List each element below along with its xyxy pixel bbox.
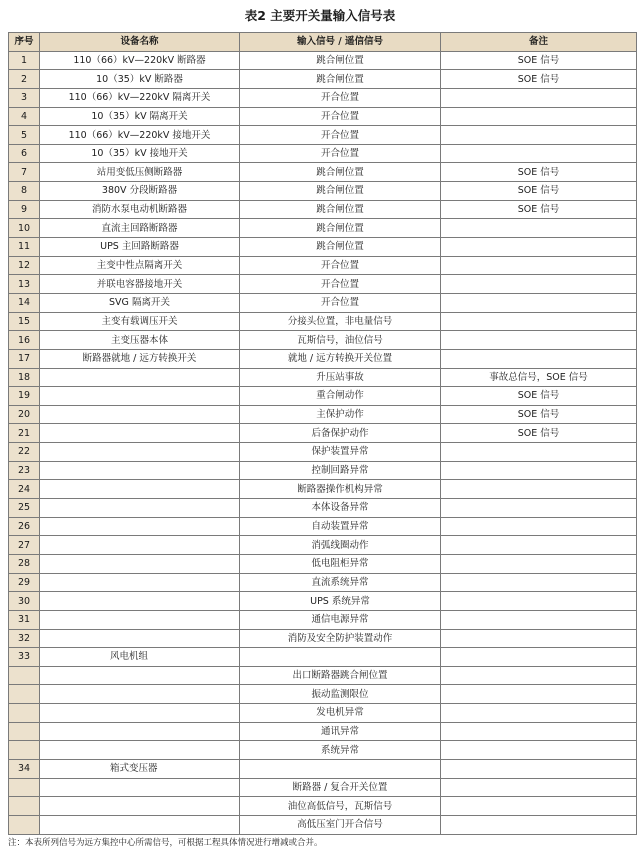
cell-signal: 振动监测限位 <box>240 685 441 704</box>
cell-note: SOE 信号 <box>441 200 637 219</box>
table-row <box>9 592 637 611</box>
table-row <box>9 200 637 219</box>
cell-num: 2 <box>9 70 40 89</box>
cell-num: 34 <box>9 759 40 778</box>
cell-name <box>40 629 240 648</box>
cell-num: 3 <box>9 88 40 107</box>
header-name: 设备名称 <box>40 33 240 52</box>
cell-name <box>40 387 240 406</box>
table-row <box>9 424 637 443</box>
table-row <box>9 88 637 107</box>
cell-name <box>40 610 240 629</box>
cell-note <box>441 126 637 145</box>
signal-table <box>8 32 637 835</box>
cell-signal: 出口断路器跳合闸位置 <box>240 666 441 685</box>
table-row <box>9 517 637 536</box>
cell-name <box>40 741 240 760</box>
table-row <box>9 536 637 555</box>
cell-signal: 断路器 / 复合开关位置 <box>240 778 441 797</box>
cell-name: 110（66）kV—220kV 断路器 <box>40 51 240 70</box>
cell-name: 10（35）kV 隔离开关 <box>40 107 240 126</box>
cell-num: 19 <box>9 387 40 406</box>
table-row <box>9 126 637 145</box>
cell-note <box>441 144 637 163</box>
cell-signal: 开合位置 <box>240 126 441 145</box>
cell-note <box>441 629 637 648</box>
cell-num: 25 <box>9 499 40 518</box>
cell-num: 11 <box>9 238 40 257</box>
cell-signal: 通讯异常 <box>240 722 441 741</box>
cell-num: 4 <box>9 107 40 126</box>
cell-name <box>40 368 240 387</box>
cell-name <box>40 424 240 443</box>
cell-num: 21 <box>9 424 40 443</box>
cell-name: 消防水泵电动机断路器 <box>40 200 240 219</box>
cell-signal: 消防及安全防护装置动作 <box>240 629 441 648</box>
table-row <box>9 238 637 257</box>
cell-note <box>441 536 637 555</box>
cell-note <box>441 648 637 667</box>
header-note: 备注 <box>441 33 637 52</box>
cell-num: 26 <box>9 517 40 536</box>
table-row <box>9 666 637 685</box>
cell-name <box>40 461 240 480</box>
cell-num: 20 <box>9 405 40 424</box>
table-row <box>9 368 637 387</box>
cell-num <box>9 778 40 797</box>
cell-name: 断路器就地 / 远方转换开关 <box>40 349 240 368</box>
cell-signal: UPS 系统异常 <box>240 592 441 611</box>
cell-num: 15 <box>9 312 40 331</box>
cell-num: 7 <box>9 163 40 182</box>
cell-num: 10 <box>9 219 40 238</box>
cell-name: UPS 主回路断路器 <box>40 238 240 257</box>
cell-note <box>441 480 637 499</box>
cell-note <box>441 797 637 816</box>
cell-name <box>40 778 240 797</box>
table-row <box>9 499 637 518</box>
cell-note <box>441 722 637 741</box>
cell-signal: 跳合闸位置 <box>240 70 441 89</box>
cell-note <box>441 610 637 629</box>
cell-name: 主变有载调压开关 <box>40 312 240 331</box>
cell-name <box>40 573 240 592</box>
cell-name <box>40 592 240 611</box>
cell-note: SOE 信号 <box>441 182 637 201</box>
cell-num: 13 <box>9 275 40 294</box>
cell-name <box>40 722 240 741</box>
table-row <box>9 554 637 573</box>
cell-note <box>441 815 637 834</box>
cell-signal: 低电阻柜异常 <box>240 554 441 573</box>
cell-name <box>40 554 240 573</box>
cell-note <box>441 666 637 685</box>
cell-signal: 跳合闸位置 <box>240 200 441 219</box>
cell-num <box>9 704 40 723</box>
cell-signal: 主保护动作 <box>240 405 441 424</box>
table-row <box>9 275 637 294</box>
table-row <box>9 144 637 163</box>
cell-signal <box>240 648 441 667</box>
cell-note <box>441 88 637 107</box>
cell-signal: 发电机异常 <box>240 704 441 723</box>
cell-note <box>441 461 637 480</box>
cell-num: 27 <box>9 536 40 555</box>
cell-note <box>441 499 637 518</box>
table-row <box>9 163 637 182</box>
cell-num: 6 <box>9 144 40 163</box>
cell-signal: 保护装置异常 <box>240 443 441 462</box>
cell-signal: 升压站事故 <box>240 368 441 387</box>
cell-num: 17 <box>9 349 40 368</box>
table-row <box>9 629 637 648</box>
table-row <box>9 480 637 499</box>
cell-signal: 断路器操作机构异常 <box>240 480 441 499</box>
table-body <box>9 51 637 834</box>
cell-note: 事故总信号，SOE 信号 <box>441 368 637 387</box>
table-row <box>9 331 637 350</box>
table-row <box>9 722 637 741</box>
table-row <box>9 349 637 368</box>
cell-signal: 后备保护动作 <box>240 424 441 443</box>
cell-note <box>441 685 637 704</box>
cell-note <box>441 704 637 723</box>
table-row <box>9 70 637 89</box>
cell-note <box>441 219 637 238</box>
cell-name <box>40 499 240 518</box>
cell-signal: 控制回路异常 <box>240 461 441 480</box>
cell-note <box>441 778 637 797</box>
table-header-row <box>9 33 637 52</box>
cell-signal: 开合位置 <box>240 88 441 107</box>
cell-signal: 系统异常 <box>240 741 441 760</box>
cell-name <box>40 443 240 462</box>
cell-note <box>441 293 637 312</box>
cell-note <box>441 573 637 592</box>
cell-note <box>441 517 637 536</box>
cell-signal: 开合位置 <box>240 256 441 275</box>
cell-signal: 自动装置异常 <box>240 517 441 536</box>
table-row <box>9 815 637 834</box>
cell-note: SOE 信号 <box>441 51 637 70</box>
cell-note <box>441 238 637 257</box>
table-row <box>9 405 637 424</box>
cell-signal: 跳合闸位置 <box>240 51 441 70</box>
cell-note <box>441 312 637 331</box>
cell-note <box>441 554 637 573</box>
table-row <box>9 256 637 275</box>
cell-note <box>441 759 637 778</box>
table-title: 表2 主要开关量输入信号表 <box>244 8 396 23</box>
cell-name: 110（66）kV—220kV 隔离开关 <box>40 88 240 107</box>
cell-num: 18 <box>9 368 40 387</box>
cell-signal: 开合位置 <box>240 275 441 294</box>
cell-signal: 重合闸动作 <box>240 387 441 406</box>
cell-name <box>40 704 240 723</box>
cell-num: 31 <box>9 610 40 629</box>
cell-name: 10（35）kV 接地开关 <box>40 144 240 163</box>
table-row <box>9 107 637 126</box>
cell-note <box>441 107 637 126</box>
cell-note <box>441 349 637 368</box>
cell-name <box>40 797 240 816</box>
cell-note <box>441 331 637 350</box>
table-row <box>9 685 637 704</box>
table-row <box>9 573 637 592</box>
cell-num: 28 <box>9 554 40 573</box>
cell-name: 站用变低压侧断路器 <box>40 163 240 182</box>
cell-name: 主变压器本体 <box>40 331 240 350</box>
cell-num <box>9 722 40 741</box>
header-signal: 输入信号 / 遥信信号 <box>240 33 441 52</box>
table-row <box>9 797 637 816</box>
cell-signal: 开合位置 <box>240 107 441 126</box>
table-row <box>9 741 637 760</box>
cell-num: 16 <box>9 331 40 350</box>
cell-note: SOE 信号 <box>441 163 637 182</box>
cell-num: 8 <box>9 182 40 201</box>
cell-signal: 跳合闸位置 <box>240 219 441 238</box>
table-row <box>9 610 637 629</box>
table-row <box>9 219 637 238</box>
cell-signal: 跳合闸位置 <box>240 163 441 182</box>
cell-signal: 跳合闸位置 <box>240 238 441 257</box>
table-row <box>9 51 637 70</box>
cell-signal: 开合位置 <box>240 293 441 312</box>
cell-name: 箱式变压器 <box>40 759 240 778</box>
table-row <box>9 759 637 778</box>
cell-num: 32 <box>9 629 40 648</box>
cell-name <box>40 815 240 834</box>
cell-note: SOE 信号 <box>441 424 637 443</box>
cell-num: 12 <box>9 256 40 275</box>
cell-signal: 本体设备异常 <box>240 499 441 518</box>
cell-signal <box>240 759 441 778</box>
cell-note <box>441 741 637 760</box>
cell-signal: 开合位置 <box>240 144 441 163</box>
table-row <box>9 778 637 797</box>
cell-name <box>40 517 240 536</box>
cell-signal: 跳合闸位置 <box>240 182 441 201</box>
table-row <box>9 648 637 667</box>
cell-name: 并联电容器接地开关 <box>40 275 240 294</box>
cell-note: SOE 信号 <box>441 70 637 89</box>
cell-note <box>441 443 637 462</box>
cell-signal: 直流系统异常 <box>240 573 441 592</box>
cell-signal: 高低压室门开合信号 <box>240 815 441 834</box>
table-row <box>9 182 637 201</box>
cell-num <box>9 797 40 816</box>
cell-num: 23 <box>9 461 40 480</box>
header-num: 序号 <box>9 33 40 52</box>
table-row <box>9 293 637 312</box>
cell-signal: 消弧线圈动作 <box>240 536 441 555</box>
cell-name: 380V 分段断路器 <box>40 182 240 201</box>
cell-num: 14 <box>9 293 40 312</box>
cell-num: 29 <box>9 573 40 592</box>
cell-name <box>40 405 240 424</box>
table-row <box>9 704 637 723</box>
table-row <box>9 387 637 406</box>
cell-num <box>9 666 40 685</box>
cell-name: 风电机组 <box>40 648 240 667</box>
cell-note <box>441 275 637 294</box>
cell-num <box>9 815 40 834</box>
cell-num: 5 <box>9 126 40 145</box>
table-row <box>9 312 637 331</box>
cell-num: 24 <box>9 480 40 499</box>
cell-name: 110（66）kV—220kV 接地开关 <box>40 126 240 145</box>
cell-signal: 就地 / 远方转换开关位置 <box>240 349 441 368</box>
cell-num: 33 <box>9 648 40 667</box>
cell-name <box>40 685 240 704</box>
cell-name: SVG 隔离开关 <box>40 293 240 312</box>
footnote: 注：本表所列信号为远方集控中心所需信号，可根据工程具体情况进行增减或合并。 <box>8 838 323 848</box>
cell-name: 主变中性点隔离开关 <box>40 256 240 275</box>
cell-num <box>9 741 40 760</box>
cell-note <box>441 592 637 611</box>
cell-name <box>40 480 240 499</box>
table-row <box>9 443 637 462</box>
cell-name: 10（35）kV 断路器 <box>40 70 240 89</box>
cell-signal: 油位高低信号，瓦斯信号 <box>240 797 441 816</box>
cell-name <box>40 666 240 685</box>
cell-num: 30 <box>9 592 40 611</box>
cell-note: SOE 信号 <box>441 387 637 406</box>
cell-signal: 瓦斯信号，油位信号 <box>240 331 441 350</box>
table-row <box>9 461 637 480</box>
cell-name <box>40 536 240 555</box>
cell-num: 9 <box>9 200 40 219</box>
cell-num: 1 <box>9 51 40 70</box>
cell-signal: 分接头位置，非电量信号 <box>240 312 441 331</box>
cell-note <box>441 256 637 275</box>
cell-num: 22 <box>9 443 40 462</box>
cell-name: 直流主回路断路器 <box>40 219 240 238</box>
cell-num <box>9 685 40 704</box>
cell-signal: 通信电源异常 <box>240 610 441 629</box>
cell-note: SOE 信号 <box>441 405 637 424</box>
